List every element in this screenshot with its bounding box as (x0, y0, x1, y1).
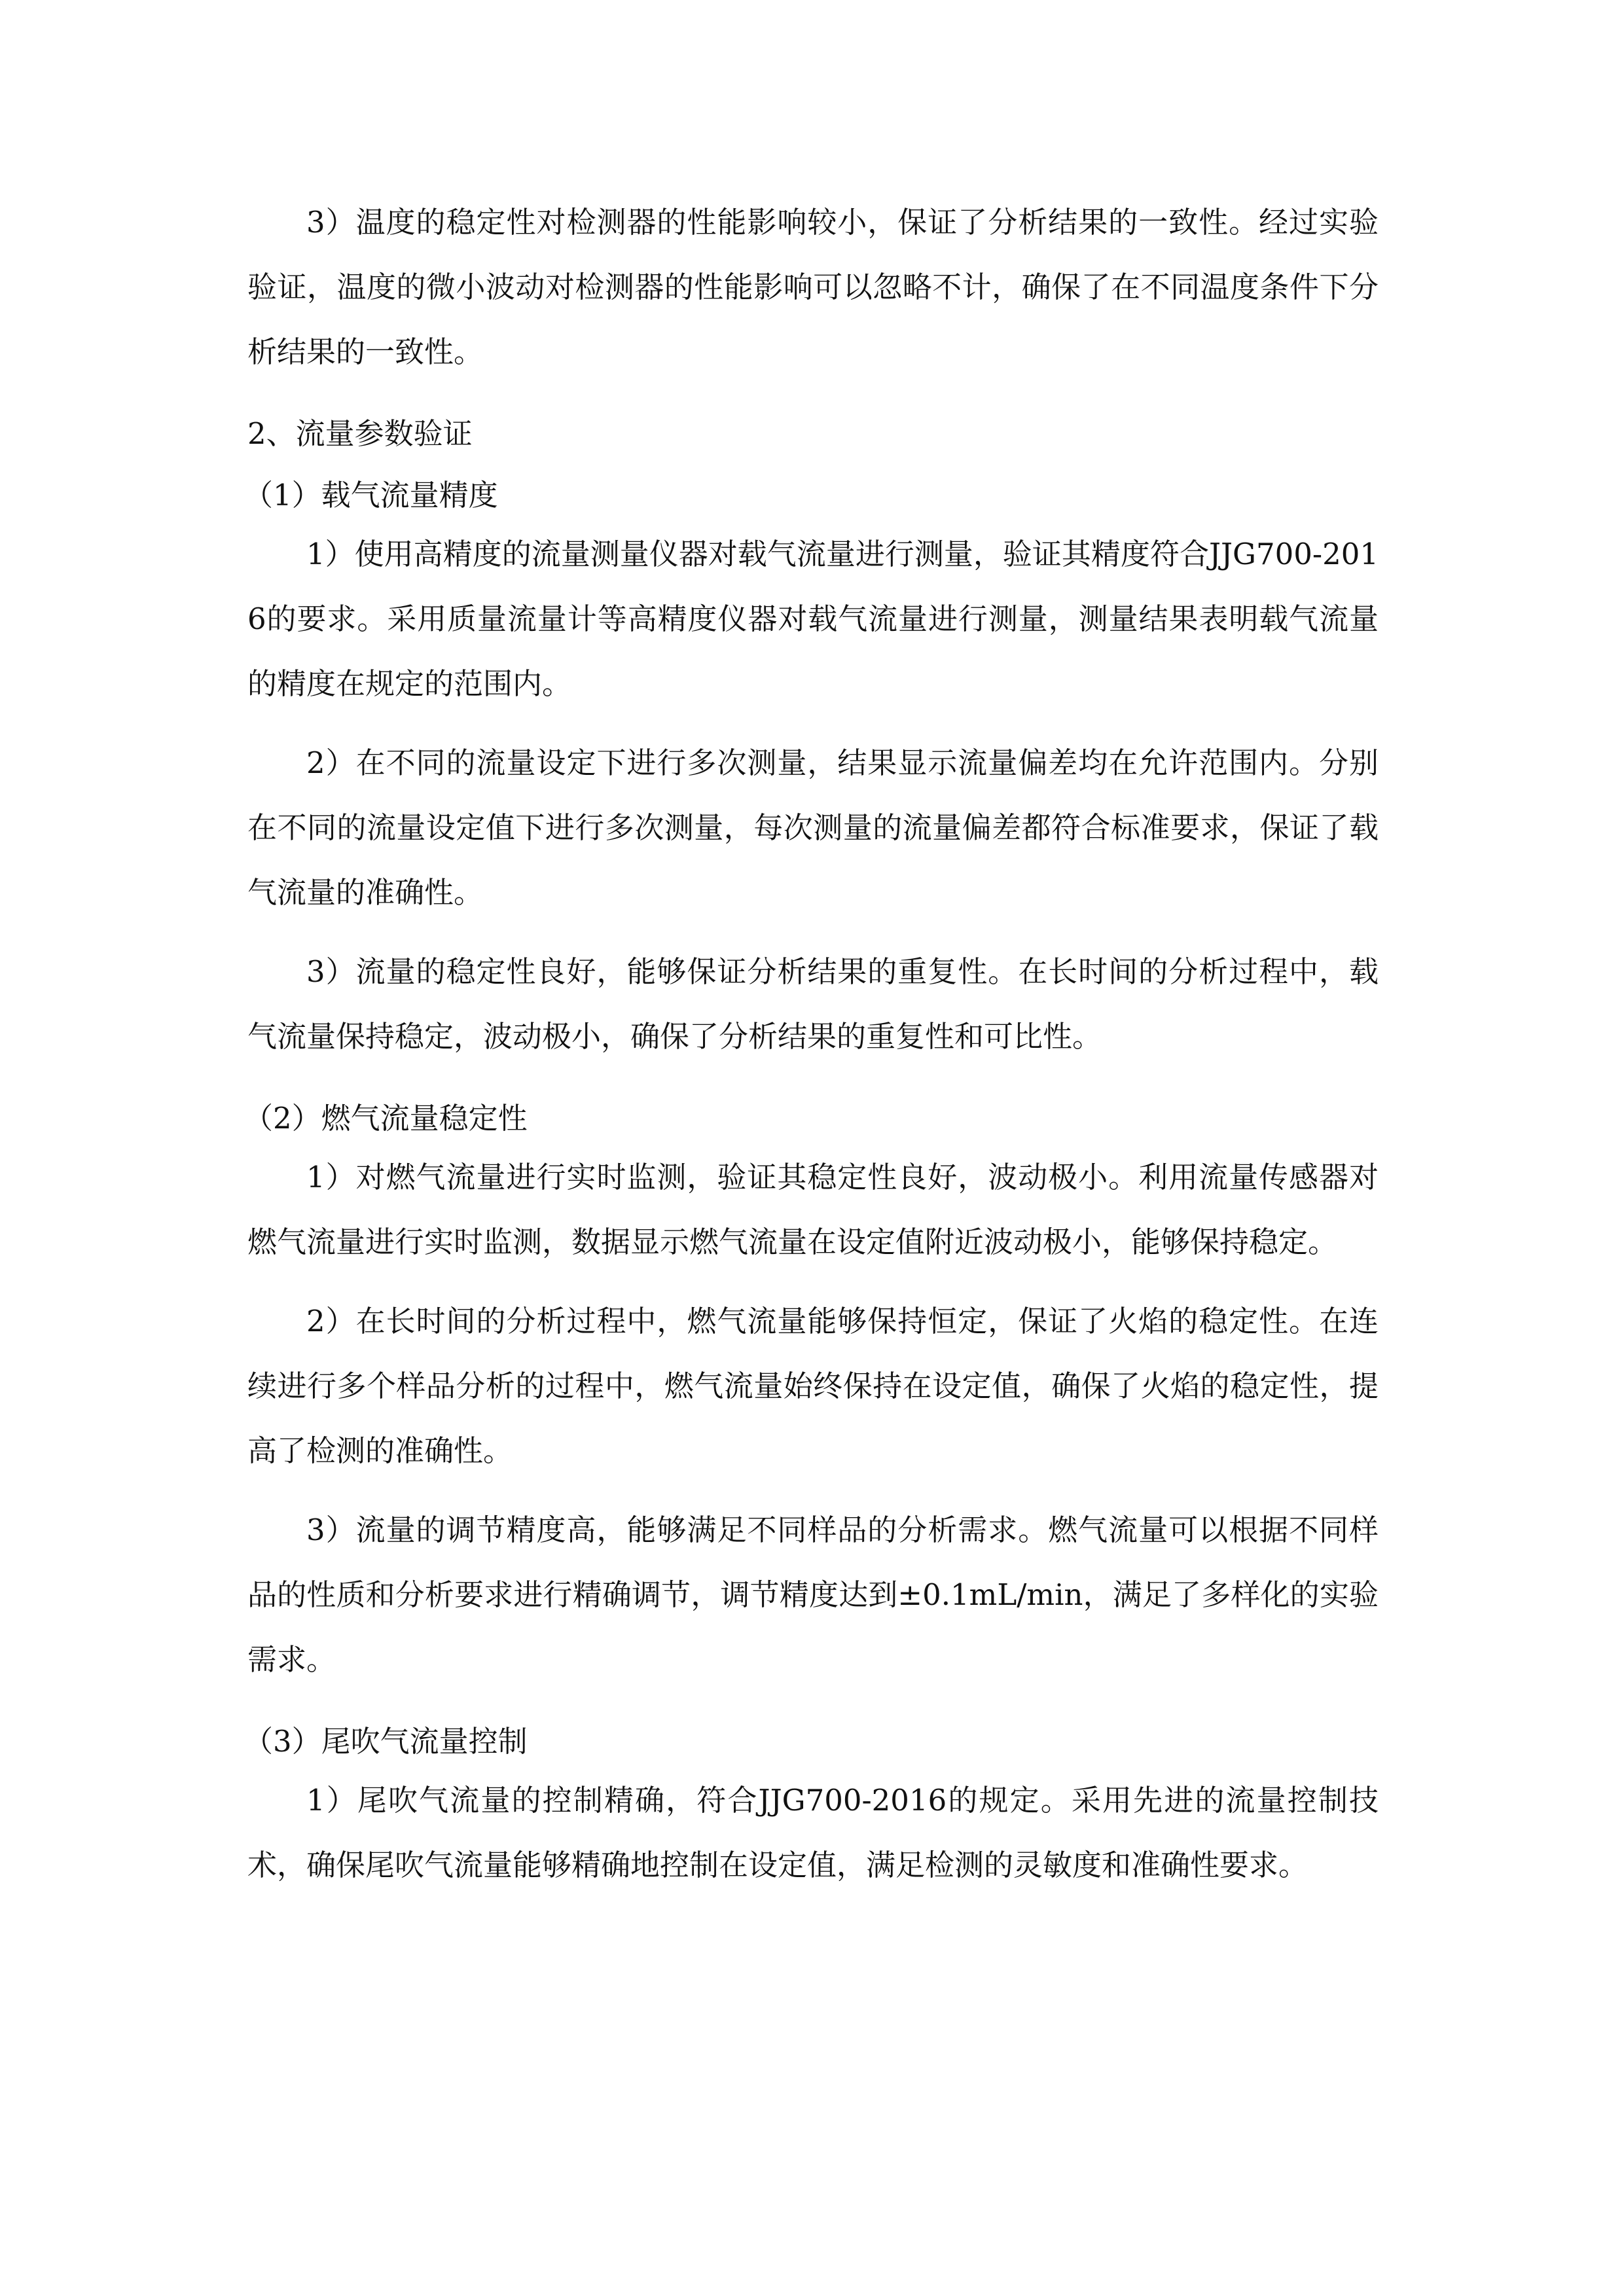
subsection-heading-makeup-gas: （3）尾吹气流量控制 (244, 1724, 528, 1759)
paragraph-fuel-gas-1: 1）对燃气流量进行实时监测，验证其稳定性良好，波动极小。利用流量传感器对燃气流量进行实时监测，数据显示燃气流量在设定值附近波动极小，能够保持稳定。 (247, 1160, 1379, 1259)
document-page (244, 190, 1379, 1897)
paragraph-fuel-gas-2: 2）在长时间的分析过程中，燃气流量能够保持恒定，保证了火焰的稳定性。在连续进行多个样品分析的过程中，燃气流量始终保持在设定值，确保了火焰的稳定性，提高了检测的准确性。 (247, 1304, 1379, 1468)
paragraph-fuel-gas-3: 3）流量的调节精度高，能够满足不同样品的分析需求。燃气流量可以根据不同样品的性质和分析要求进行精确调节，调节精度达到±0.1mL/min，满足了多样化的实验需求。 (247, 1513, 1379, 1677)
spacer (247, 1069, 1379, 1092)
spacer (247, 1483, 1379, 1498)
spacer (247, 1692, 1379, 1715)
spacer (247, 384, 1379, 408)
paragraph-makeup-gas-1: 1）尾吹气流量的控制精确，符合JJG700-2016的规定。采用先进的流量控制技术，确保尾吹气流量能够精确地控制在设定值，满足检测的灵敏度和准确性要求。 (247, 1783, 1379, 1882)
paragraph-carrier-gas-2: 2）在不同的流量设定下进行多次测量，结果显示流量偏差均在允许范围内。分别在不同的流量设定值下进行多次测量，每次测量的流量偏差都符合标准要求，保证了载气流量的准确性。 (247, 745, 1379, 910)
paragraph-temperature-stability: 3）温度的稳定性对检测器的性能影响较小，保证了分析结果的一致性。经过实验验证，温度的微小波动对检测器的性能影响可以忽略不计，确保了在不同温度条件下分析结果的一致性。 (247, 205, 1379, 369)
subsection-heading-fuel-gas: （2）燃气流量稳定性 (244, 1101, 528, 1136)
paragraph-carrier-gas-3: 3）流量的稳定性良好，能够保证分析结果的重复性。在长时间的分析过程中，载气流量保持稳定，波动极小，确保了分析结果的重复性和可比性。 (247, 954, 1379, 1054)
spacer (247, 716, 1379, 730)
subsection-heading-carrier-gas: （1）载气流量精度 (244, 478, 498, 512)
section-heading-flow-verification: 2、流量参数验证 (247, 416, 473, 451)
spacer (247, 460, 1379, 469)
paragraph-carrier-gas-1: 1）使用高精度的流量测量仪器对载气流量进行测量，验证其精度符合JJG700-2016的要求。采用质量流量计等高精度仪器对载气流量进行测量，测量结果表明载气流量的精度在规定的范围内。 (247, 537, 1379, 701)
spacer (247, 925, 1379, 939)
spacer (247, 1274, 1379, 1289)
